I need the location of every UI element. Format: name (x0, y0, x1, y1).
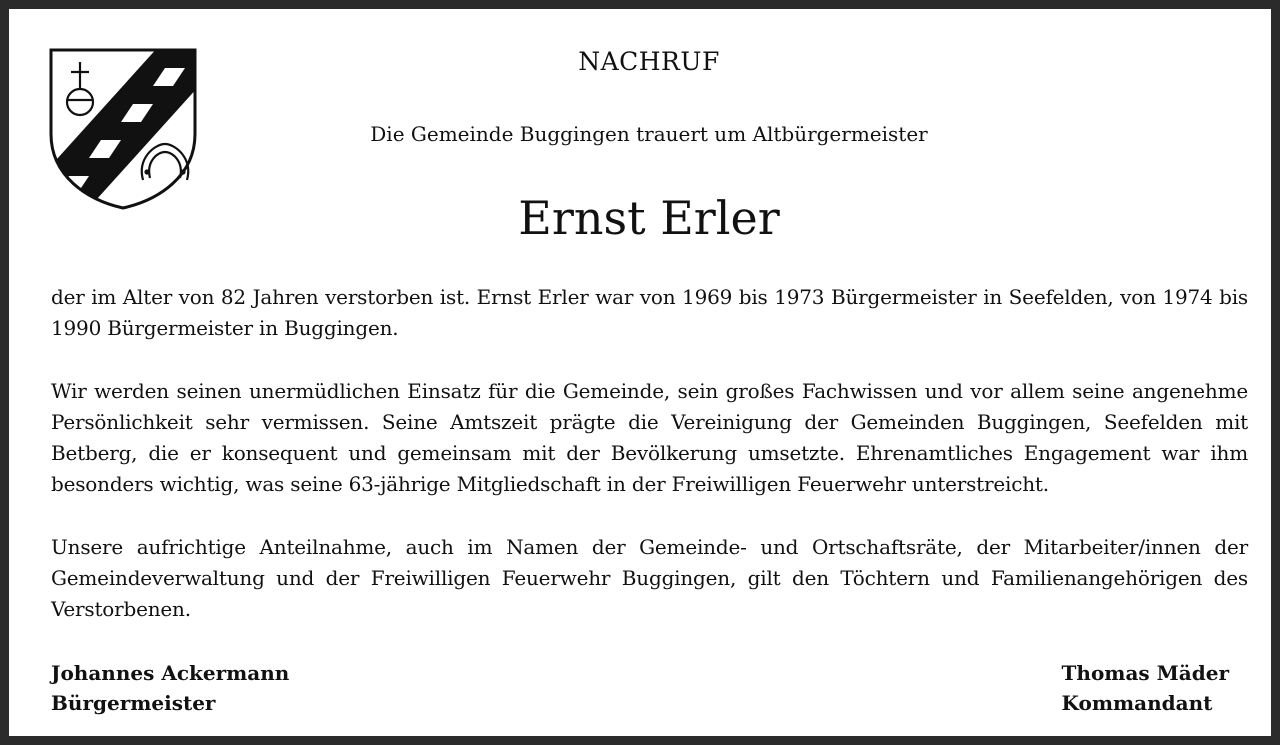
paragraph-tribute: Wir werden seinen unermüdlichen Einsatz für die Gemeinde, sein großes Fachwissen und vor allem seine angenehme Persönlichkeit sehr vermissen. Seine Amtszeit prägte die Vereinigung der Gemeinden Buggingen, Seefelden mit Betberg, die er konsequent und gemeinsam mit der Bevölkerung umsetzte. Ehrenamtliches Engagement war ihm besonders wichtig, was seine 63-jährige Mitgliedschaft in der Freiwilligen Feuerwehr unterstreicht. (51, 379, 1248, 496)
signature-name: Johannes Ackermann (51, 661, 290, 685)
notice-subheading: Die Gemeinde Buggingen trauert um Altbürgermeister (370, 122, 928, 146)
deceased-name: Ernst Erler (518, 191, 780, 245)
signature-title: Bürgermeister (51, 691, 216, 715)
notice-heading: NACHRUF (578, 47, 720, 76)
signature-name: Thomas Mäder (1061, 661, 1229, 685)
signature-mayor (51, 658, 289, 718)
paragraph-condolence: Unsere aufrichtige Anteilnahme, auch im Namen der Gemeinde- und Ortschaftsräte, der Mitarbeiter/innen der Gemeindeverwaltung und der Freiwilligen Feuerwehr Buggingen, gilt den Töchtern und Familienangehörigen des Verstorbenen. (51, 535, 1248, 621)
signature-title: Kommandant (1061, 691, 1213, 715)
paragraph-intro: der im Alter von 82 Jahren verstorben ist. Ernst Erler war von 1969 bis 1973 Bürgermeister in Seefelden, von 1974 bis 1990 Bürgermeister in Buggingen. (51, 285, 1248, 340)
signature-commander (1062, 658, 1229, 718)
